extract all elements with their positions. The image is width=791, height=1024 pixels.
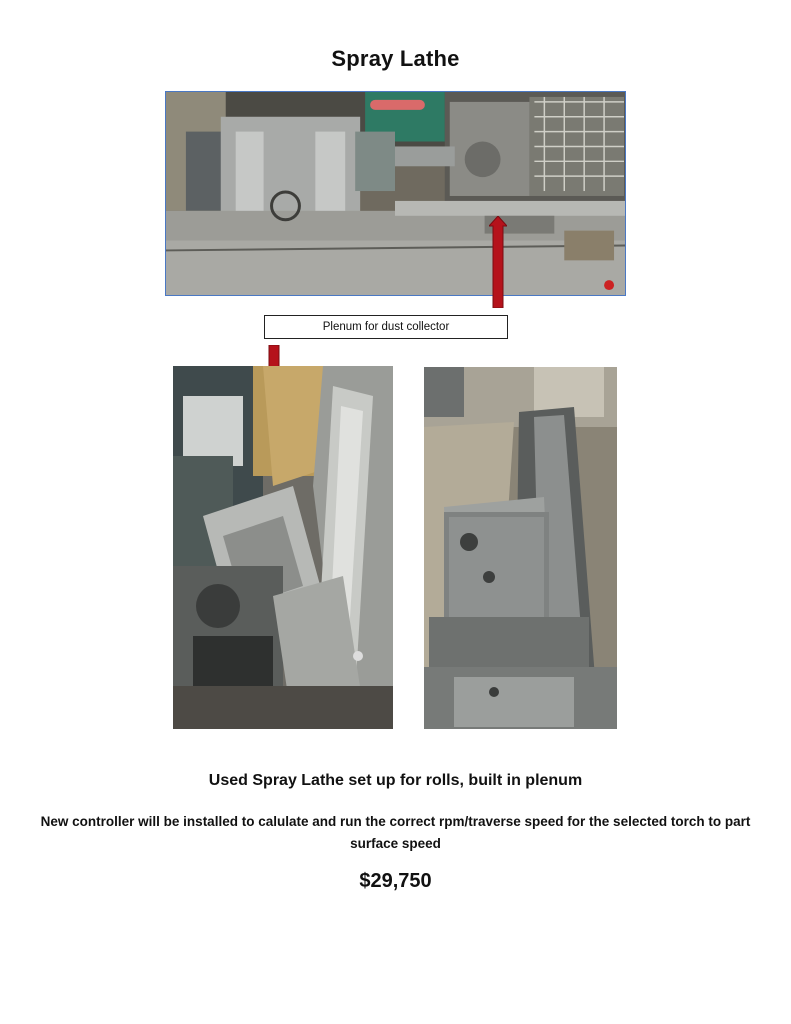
lathe-side-photo xyxy=(165,91,626,296)
lathe-carriage-photo xyxy=(424,367,617,729)
page-title: Spray Lathe xyxy=(331,46,460,71)
listing-price: $29,750 xyxy=(359,870,432,892)
down-arrow-icon xyxy=(489,216,507,308)
listing-description: New controller will be installed to calulate and run the correct rpm/traverse speed for the selected torch to part surface speed xyxy=(40,814,751,851)
listing-headline: Used Spray Lathe set up for rolls, built in plenum xyxy=(208,772,583,789)
lathe-angled-photo xyxy=(173,366,393,729)
plenum-callout-label: Plenum for dust collector xyxy=(264,315,508,339)
